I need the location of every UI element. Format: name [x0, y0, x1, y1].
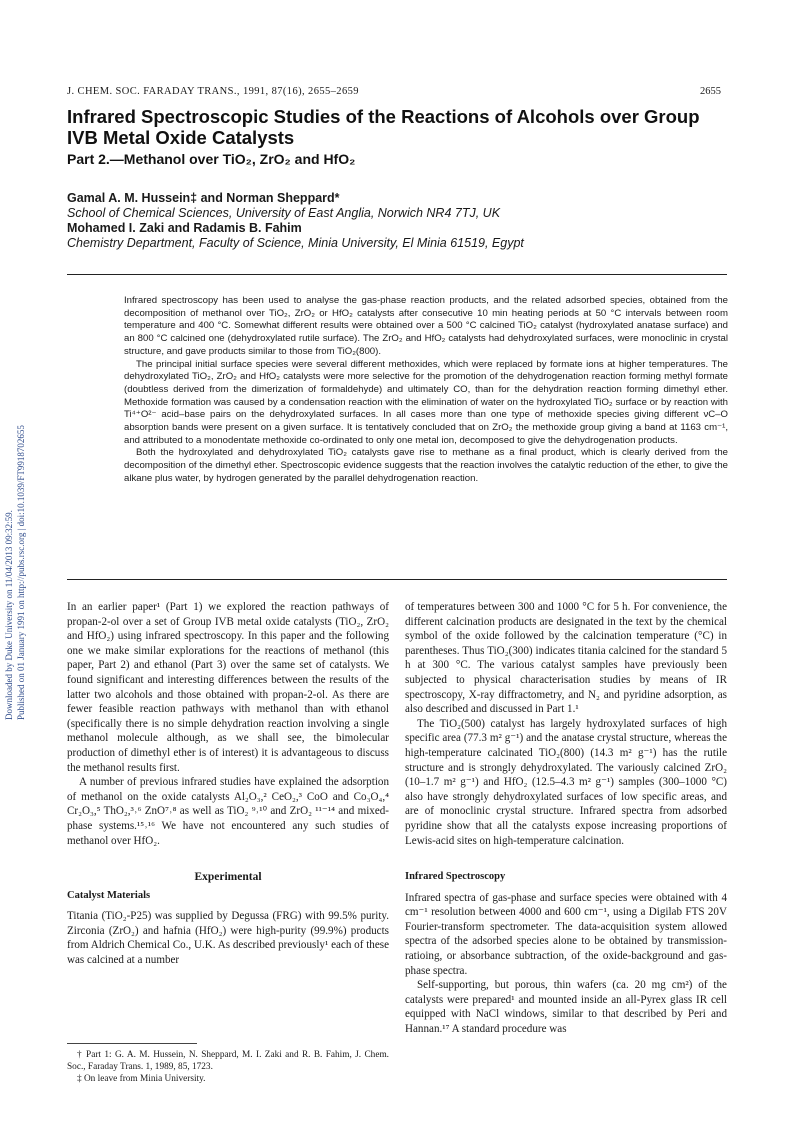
- download-stamp: [3, 300, 29, 720]
- abstract-divider: [67, 579, 727, 580]
- calcination-paragraph: of temperatures between 300 and 1000 °C for 5 h. For convenience, the different calcination products are designated in the text by the chemical symbol of the oxide followed by the calcination temperature (°C) in parentheses. Thus TiO₂(300) indicates titania calcined for the standard 5 h at 300 °C. The various catalyst samples have previously been subjected to physical characterisation studies by means of IR spectroscopy, X-ray diffractometry, and N₂ and pyridine adsorption, as also described and discussed in Part 1.¹: [405, 601, 727, 716]
- author-names-1: Gamal A. M. Hussein‡ and Norman Sheppard*: [67, 191, 340, 205]
- ir-paragraph: Infrared spectra of gas-phase and surface species were obtained with 4 cm⁻¹ resolution between 4000 and 600 cm⁻¹, using a Digilab FTS 20V Fourier-transform spectrometer. The data-acquisition system allowed spectra of the adsorbed species alone to be obtained by transmission-ratioing, or absorbance subtraction, of the oxide-background and gas-phase spectra.: [405, 891, 727, 977]
- download-stamp-line2: Published on 01 January 1991 on http://pubs.rsc.org | doi:10.1039/FT9918702655: [16, 425, 26, 720]
- right-column: [405, 600, 727, 1037]
- subsection-heading-ir: Infrared Spectroscopy: [405, 871, 506, 883]
- abstract-paragraph-3: Both the hydroxylated and dehydroxylated TiO₂ catalysts gave rise to methane as a final product, which is clearly derived from the decomposition of the dimethyl ether. Spectroscopic evidence suggests that the reaction involves the catalytic reduction of the ether, to give the alkane plus water, by hydrogen generated by the parallel dehydrogenation reaction.: [124, 447, 728, 484]
- intro-paragraph-2: A number of previous infrared studies have explained the adsorption of methanol on the oxide catalysts Al₂O₃,² CeO₂,³ CoO and Co₃O₄,⁴ Cr₂O₃,⁵ ThO₂,³˒⁶ ZnO⁷˒⁸ as well as TiO₂ ⁹˒¹⁰ and ZrO₂ ¹¹⁻¹⁴ and mixed-phase systems.¹⁵˒¹⁶ We have not encountered any such studies of methanol over HfO₂.: [67, 776, 389, 847]
- section-heading-experimental: Experimental: [194, 871, 262, 884]
- journal-citation: J. CHEM. SOC. FARADAY TRANS., 1991, 87(16), 2655–2659: [67, 86, 359, 97]
- surface-paragraph: The TiO₂(500) catalyst has largely hydroxylated surfaces of high specific area (77.3 m² g⁻¹) and the anatase crystal structure, whereas the high-temperature calcinated TiO₂(800) (14.3 m² g⁻¹) has the rutile structure and is strongly dehydroxylated. The variously calcined ZrO₂ (10–1.7 m² g⁻¹) and HfO₂ (12.5–4.3 m² g⁻¹) samples (300–1000 °C) also have strongly dehydroxylated surfaces of low specific areas, and are of monoclinic crystal structure. Infrared spectra from adsorbed pyridine show that all the catalysts expose increasing proportions of Lewis-acid sites on high-temperature calcination.: [405, 717, 727, 847]
- download-stamp-line1: Downloaded by Duke University on 11/04/2013 09:32:59.: [4, 510, 14, 720]
- article-title: Infrared Spectroscopic Studies of the Reactions of Alcohols over Group IVB Metal Oxide Catalysts: [67, 106, 700, 148]
- abstract-paragraph-1: Infrared spectroscopy has been used to analyse the gas-phase reaction products, and the related adsorbed species, obtained from the decomposition of methanol over TiO₂, ZrO₂ or HfO₂ catalysts after consecutive 10 min heating periods at 50 °C intervals between room temperature and 400 °C. Somewhat different results were obtained over a 500 °C calcined TiO₂ catalyst (hydroxylated anatase surface) and an 800 °C calcined one (dehydroxylated rutile surface). The ZrO₂ and HfO₂ catalysts had dehydroxylated surfaces, were monoclinic in crystal structure, and gave products similar to those from TiO₂(800).: [124, 295, 728, 357]
- affiliation-1: School of Chemical Sciences, University of East Anglia, Norwich NR4 7TJ, UK: [67, 206, 501, 220]
- intro-paragraph-1: In an earlier paper¹ (Part 1) we explored the reaction pathways of propan-2-ol over a set of Group IVB metal oxide catalysts (TiO₂, ZrO₂ and HfO₂) using infrared spectroscopy. In this paper and the following one we make similar explorations for the reactions of methanol (this paper, Part 2) and ethanol (Part 3) over the same set of catalysts. We found significant and interesting differences between the results of the latter two alcohols and those obtained with propan-2-ol. As there are fewer feasible reaction pathways with methanol than with ethanol (specifically there is no simple dehydration reaction involving a single methanol molecule although, as we shall see, the bimolecular production of dimethyl ether is of interest) it is advantageous to discuss the methanol results first.: [67, 601, 389, 774]
- footnotes: [67, 1050, 389, 1085]
- footnote-2: ‡ On leave from Minia University.: [77, 1073, 206, 1084]
- abstract: [124, 295, 728, 486]
- wafer-paragraph: Self-supporting, but porous, thin wafers (ca. 20 mg cm²) of the catalysts were prepared¹ and mounted inside an all-Pyrex glass IR cell equipped with NaCl windows, similar to that described by Peri and Hannan.¹⁷ A standard procedure was: [405, 979, 727, 1036]
- article-subtitle: Part 2.—Methanol over TiO₂, ZrO₂ and HfO₂: [67, 151, 356, 167]
- left-column: [67, 600, 389, 968]
- footnote-1: † Part 1: G. A. M. Hussein, N. Sheppard, M. I. Zaki and R. B. Fahim, J. Chem. Soc., Faraday Trans. 1, 1989, 85, 1723.: [67, 1050, 389, 1072]
- footnote-divider: [67, 1043, 197, 1044]
- subsection-heading-catalyst: Catalyst Materials: [67, 889, 151, 901]
- top-divider: [67, 274, 727, 275]
- abstract-paragraph-2: The principal initial surface species were several different methoxides, which were replaced by formate ions at higher temperatures. The dehydroxylated TiO₂, ZrO₂ and HfO₂ catalysts were more selective for the promotion of the dehydrogenation reaction forming methyl formate (doubtless derived from the dimerization of formaldehyde) and ultimately CO, than for the dehydration reaction forming dimethyl ether. Methoxide formation was caused by a condensation reaction with the elimination of water on the hydroxylated TiO₂ surface or by reaction with Ti⁴⁺O²⁻ acid–base pairs on the dehydroxylated surfaces. In all cases more than one type of methoxide species giving different νC–O absorption bands were present on a given surface. It is tentatively concluded that on ZrO₂ the methoxide group giving a band at 1163 cm⁻¹, and attributed to a monodentate methoxide co-ordinated to only one metal ion, decomposed to give the dehydrogenation products.: [124, 358, 728, 446]
- author-block: [67, 191, 727, 251]
- affiliation-2: Chemistry Department, Faculty of Science, Minia University, El Minia 61519, Egypt: [67, 236, 524, 250]
- author-names-2: Mohamed I. Zaki and Radamis B. Fahim: [67, 221, 302, 235]
- catalyst-paragraph: Titania (TiO₂-P25) was supplied by Degussa (FRG) with 99.5% purity. Zirconia (ZrO₂) and hafnia (HfO₂) were high-purity (99.9%) products from Aldrich Chemical Co., U.K. As described previously¹ each of these was calcined at a number: [67, 910, 389, 967]
- page-number: 2655: [700, 86, 721, 97]
- running-header: [67, 86, 721, 97]
